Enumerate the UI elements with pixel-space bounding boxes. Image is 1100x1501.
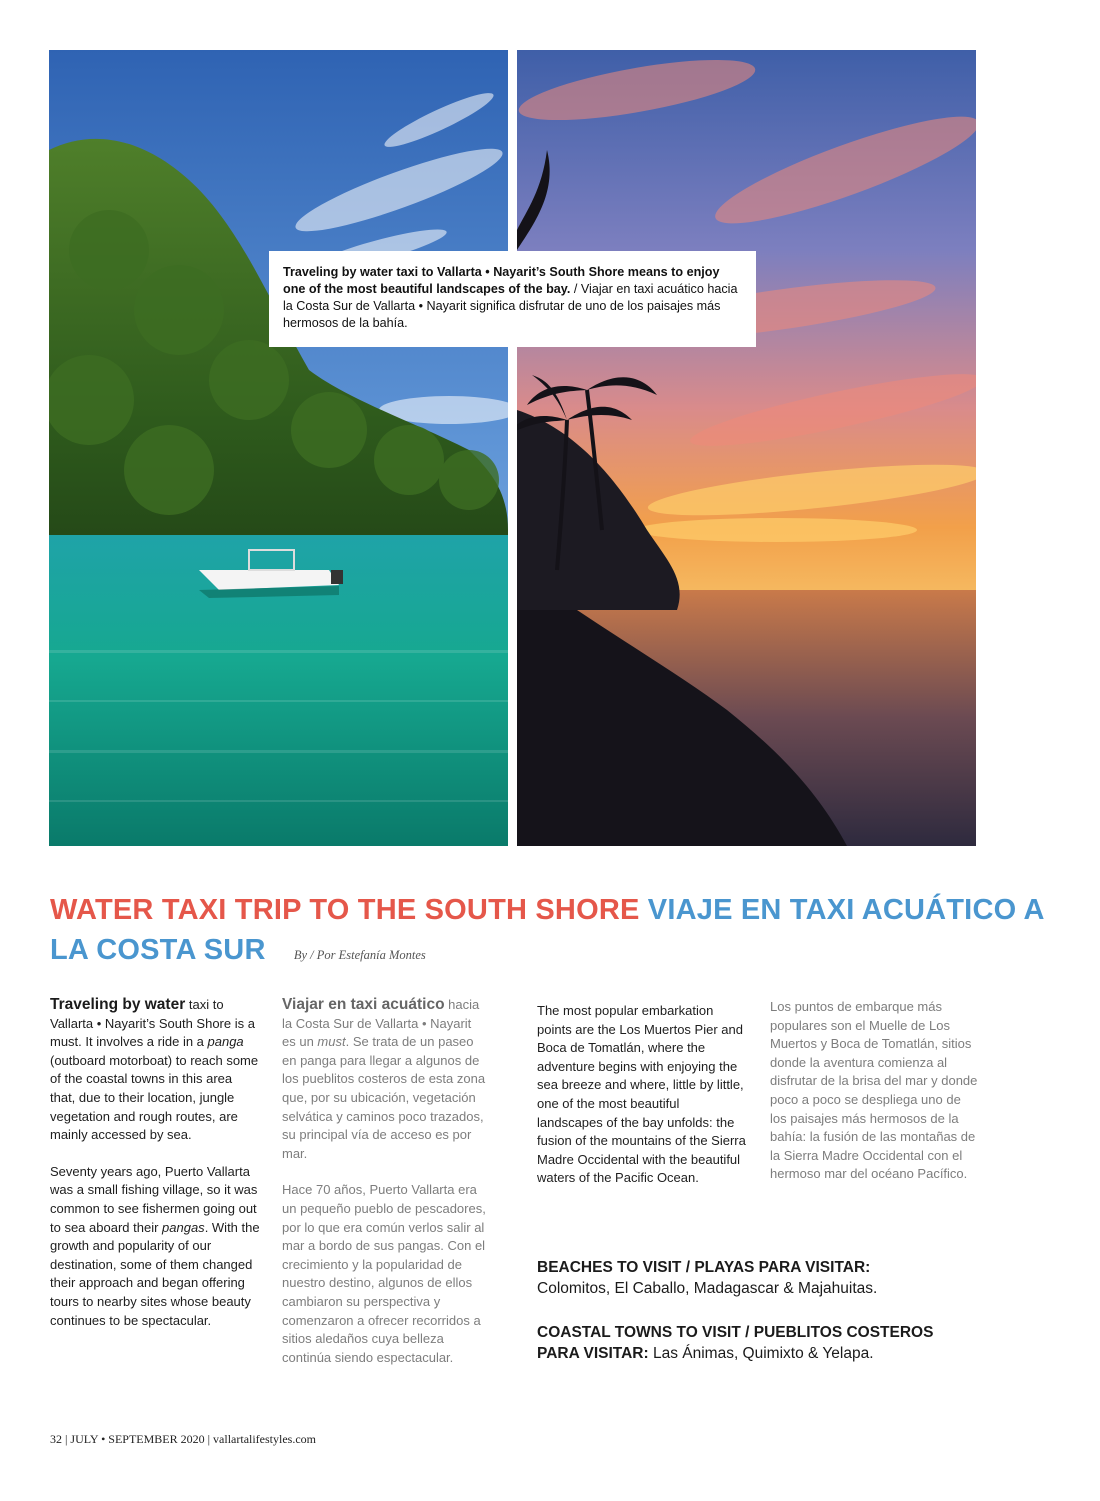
col2-text-a: hacia la Costa Sur de Vallarta • Nayarit es un <box>282 997 480 1050</box>
col1-p2-text-b: . With the growth and popularity of our destination, some of them changed their approach and began offering tours to nearby sites whose beauty continues to be spectacular. <box>50 1219 260 1328</box>
col2-lead: Viajar en taxi acuático <box>282 996 445 1013</box>
article-headline <box>50 890 1050 975</box>
col2-paragraph-2: Hace 70 años, Puerto Vallarta era un pequeño pueblo de pescadores, por lo que era común verlos salir al mar a bordo de sus pangas. Con el crecimiento y la popularidad de nuestro destino, algunos de ellos cambiaron su perspectiva y comenzaron a ofrecer recorridos a sitios aledaños cuya belleza continúa siendo espectacular. <box>282 1182 486 1365</box>
caption-rest: / Viajar en taxi acuático hacia la Costa Sur de Vallarta • Nayarit significa disfrutar de uno de los paisajes más hermosos de la bahía. <box>283 282 738 330</box>
col2-text-b: . Se trata de un paseo en panga para llegar a algunos de los pueblitos costeros de esta zona que, por su ubicación, vegetación selvática y caminos poco trazados, su principal vía de acceso es por mar. <box>282 1034 486 1161</box>
headline-english: WATER TAXI TRIP TO THE SOUTH SHORE <box>50 894 640 926</box>
col1-p2-text-a: Seventy years ago, Puerto Vallarta was a small fishing village, so it was common to see fishermen going out to sea aboard their <box>50 1163 258 1235</box>
towns-label-es-b: PARA VISITAR: <box>537 1345 649 1362</box>
caption-bold: Traveling by water taxi to Vallarta • Nayarit’s South Shore means to enjoy one of the most beautiful landscapes of the bay. <box>283 265 720 296</box>
beaches-label-en: BEACHES TO VISIT <box>537 1259 682 1276</box>
col4-paragraph-1: Los puntos de embarque más populares son el Muelle de Los Muertos y Boca de Tomatlán, sitios donde la aventura comienza al disfrutar de la brisa del mar y donde poco a poco se despliega uno de los paisajes más hermosos de la bahía: la fusión de las montañas de la Sierra Madre Occidental con el hermoso mar del océano Pacífico. <box>770 999 978 1182</box>
photo-jungle-boat <box>49 50 508 846</box>
col2-em: must <box>317 1034 346 1050</box>
col2-paragraph-1 <box>282 996 487 1163</box>
col1-paragraph-1 <box>50 996 260 1145</box>
column-spanish-1 <box>282 996 487 1385</box>
column-english-2 <box>537 1002 747 1206</box>
towns-label-en: COASTAL TOWNS TO VISIT <box>537 1324 741 1341</box>
col1-text-b: (outboard motorboat) to reach some of the coastal towns in this area that, due to their location, jungle vegetation and rough routes, are mainly accessed by sea. <box>50 1052 259 1143</box>
towns-list: Las Ánimas, Quimixto & Yelapa. <box>648 1345 874 1362</box>
page-footer: 32 | JULY • SEPTEMBER 2020 | vallartalifestyles.com <box>50 1432 316 1446</box>
beaches-label-es: / PLAYAS PARA VISITAR: <box>681 1259 871 1276</box>
column-spanish-2 <box>770 998 980 1202</box>
headline-spanish: VIAJE EN TAXI ACUÁTICO A LA COSTA SUR <box>50 894 1044 966</box>
beaches-to-visit <box>537 1257 1007 1299</box>
beaches-list: Colomitos, El Caballo, Madagascar & Majahuitas. <box>537 1280 878 1297</box>
photo-sunset-palms <box>517 50 976 846</box>
coastal-towns-to-visit <box>537 1322 1007 1364</box>
col1-em: panga <box>207 1034 244 1050</box>
col1-paragraph-2 <box>50 1163 260 1330</box>
col1-text-a: taxi to Vallarta • Nayarit’s South Shore is a must. It involves a ride in a <box>50 997 255 1050</box>
col1-lead: Traveling by water <box>50 996 186 1013</box>
towns-label-es-a: / PUEBLITOS COSTEROS <box>740 1324 934 1341</box>
col1-p2-em: pangas <box>162 1219 205 1235</box>
byline: By / Por Estefanía Montes <box>293 948 426 962</box>
column-english-1 <box>50 996 260 1348</box>
photo-caption <box>269 251 756 347</box>
col3-paragraph-1: The most popular embarkation points are the Los Muertos Pier and Boca de Tomatlán, where the adventure begins with enjoying the sea breeze and where, little by little, one of the most beautiful landscapes of the bay unfolds: the fusion of the mountains of the Sierra Madre Occidental with the beautiful waters of the Pacific Ocean. <box>537 1003 746 1186</box>
